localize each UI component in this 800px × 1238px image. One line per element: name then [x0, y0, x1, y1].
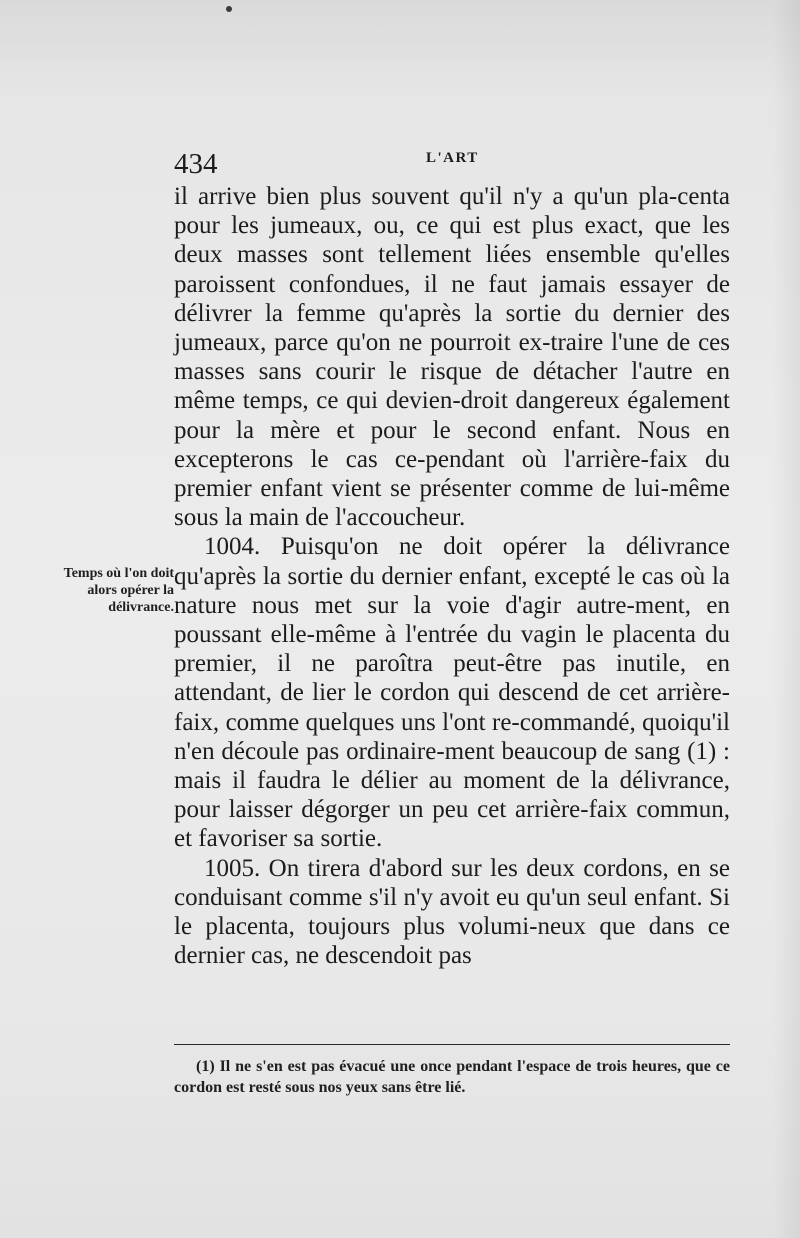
paragraph-1005: 1005. On tirera d'abord sur les deux cordons, en se conduisant comme s'il n'y avoit eu qu'un seul enfant. Si le placenta, toujours plus volumi-neux que dans ce dernier cas, ne descendoit pas: [174, 854, 730, 970]
page-header: [174, 146, 734, 182]
footnote-rule: [174, 1044, 730, 1045]
page-number: 434: [174, 148, 218, 180]
scan-shadow: [772, 0, 800, 1238]
footnote: [174, 1056, 730, 1098]
ink-speck: [226, 6, 232, 12]
paragraph-continued: il arrive bien plus souvent qu'il n'y a qu'un pla-centa pour les jumeaux, ou, ce qui est plus exact, que les deux masses sont tellement liées ensemble qu'elles paroissent confondues, il ne faut jamais essayer de délivrer la femme qu'après la sortie du dernier des jumeaux, parce qu'on ne pourroit ex-traire l'une de ces masses sans courir le risque de détacher l'autre en même temps, ce qui devien-droit dangereux également pour la mère et pour le second enfant. Nous en excepterons le cas ce-pendant où l'arrière-faix du premier enfant vient se présenter comme de lui-même sous la main de l'accoucheur.: [174, 183, 730, 532]
paragraph-1004: 1004. Puisqu'on ne doit opérer la délivrance qu'après la sortie du dernier enfant, excepté le cas où la nature nous met sur la voie d'agir autre-ment, en poussant elle-même à l'entrée du vagin le placenta du premier, il ne paroîtra peut-être pas inutile, en attendant, de lier le cordon qui descend de cet arrière-faix, comme quelques uns l'ont re-commandé, quoiqu'il n'en découle pas ordinaire-ment beaucoup de sang (1) : mais il faudra le délier au moment de la délivrance, pour laisser dégorger un peu cet arrière-faix commun, et favoriser sa sortie.: [174, 533, 730, 853]
footnote-text: (1) Il ne s'en est pas évacué une once pendant l'espace de trois heures, que ce cordon est resté sous nos yeux sans être lié.: [174, 1058, 730, 1096]
main-text: [174, 182, 730, 970]
margin-note: Temps où l'on doit alors opérer la délivrance.: [63, 566, 174, 615]
running-head: L'ART: [426, 150, 479, 166]
